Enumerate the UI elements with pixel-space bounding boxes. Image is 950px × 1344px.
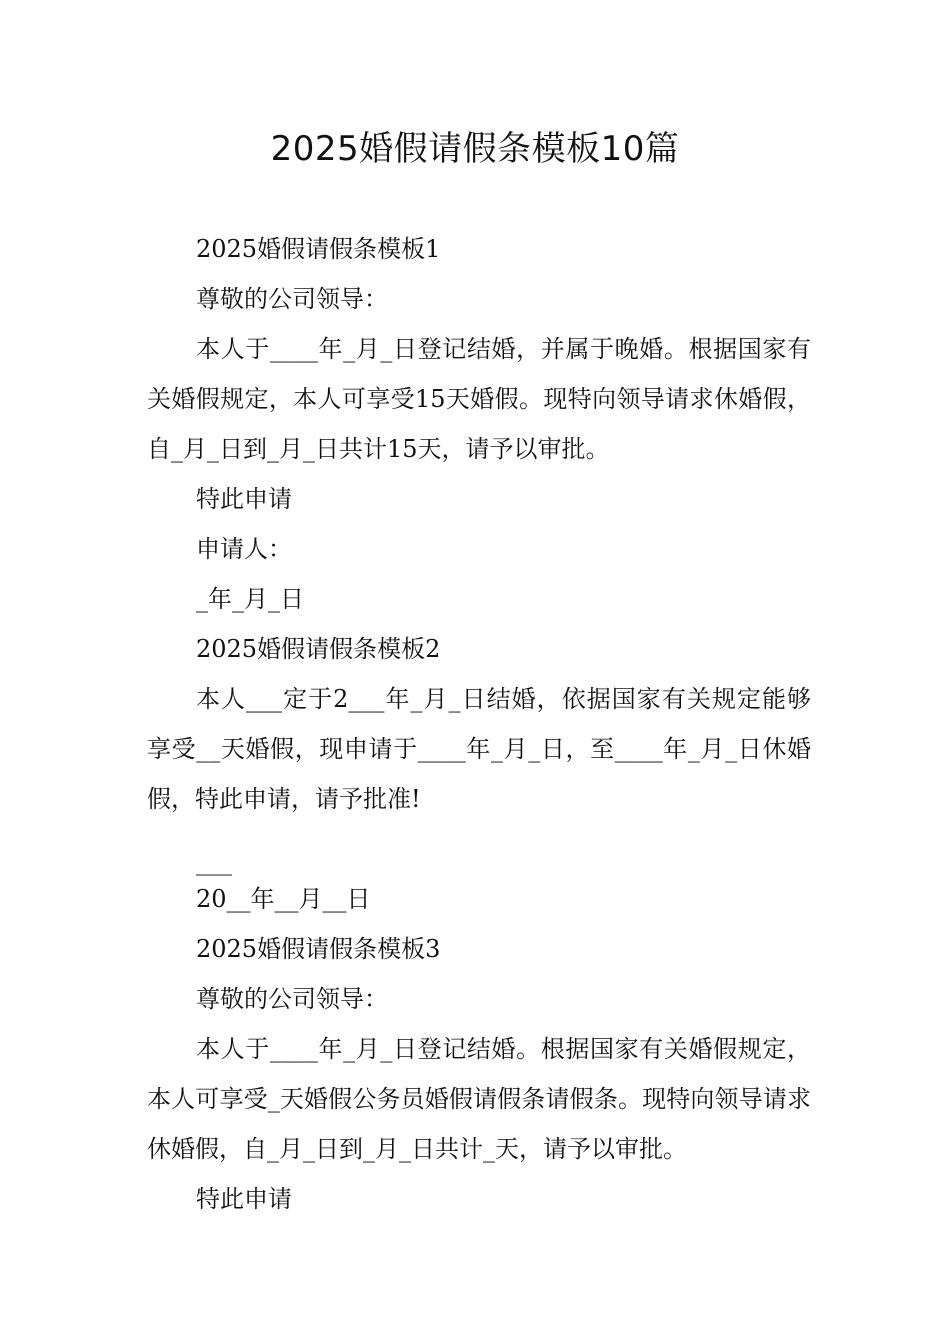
- document-title: 2025婚假请假条模板10篇: [270, 129, 680, 169]
- closing-text: 特此申请: [196, 485, 292, 513]
- body-paragraph: 本人于____年_月_日登记结婚。根据国家有关婚假规定，本人可享受_天婚假公务员婚假请假条请假条。现特向领导请求休婚假，自_月_日到_月_日共计_天，请予以审批。: [147, 1035, 811, 1163]
- section-heading-2: 2025婚假请假条模板2: [196, 635, 441, 663]
- date-line: _年_月_日: [196, 585, 304, 613]
- body-paragraph: 本人于____年_月_日登记结婚，并属于晚婚。根据国家有关婚假规定，本人可享受15天婚假。现特向领导请求休婚假，自_月_日到_月_日共计15天，请予以审批。: [147, 335, 811, 463]
- signature-blank: ___: [196, 848, 232, 876]
- salutation: 尊敬的公司领导：: [196, 285, 388, 313]
- section-heading-1: 2025婚假请假条模板1: [196, 235, 441, 263]
- date-line: 20__年__月__日: [196, 885, 371, 913]
- salutation: 尊敬的公司领导：: [196, 985, 388, 1013]
- applicant-line: 申请人：: [196, 535, 292, 563]
- section-heading-3: 2025婚假请假条模板3: [196, 935, 441, 963]
- closing-text: 特此申请: [196, 1185, 292, 1213]
- document-body: [147, 224, 811, 1224]
- body-paragraph: 本人___定于2___年_月_日结婚，依据国家有关规定能够享受__天婚假，现申请于____年_月_日，至____年_月_日休婚假，特此申请，请予批准!: [147, 685, 811, 813]
